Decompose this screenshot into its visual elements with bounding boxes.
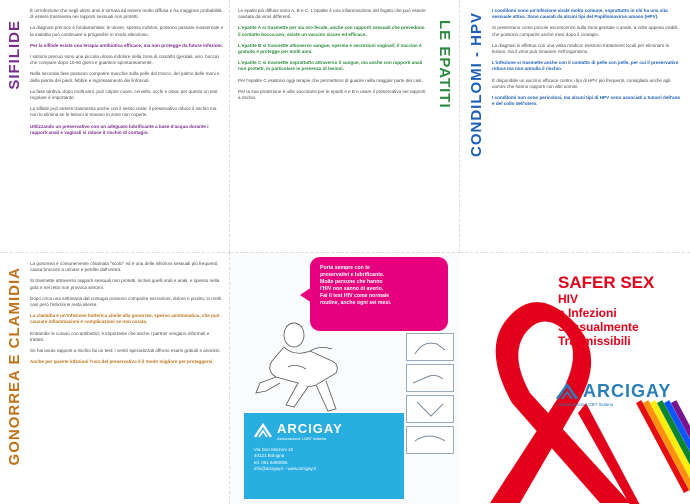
paragraph: È un'infezione che negli ultimi anni è tornata ad essere molto diffusa e ha maggiore probabilità di essere trasmessa nei rapporti sessuali non protetti. <box>30 8 222 20</box>
paragraph: La fase tardiva, dopo molti anni, può colpire cuore, cervello, occhi e ossa; per questo un test regolare è importante. <box>30 88 218 101</box>
paragraph: I sintomi precoci sono una piccola ulcera indolore nella zona di contatto (genitali, ano, bocca) che compare dopo 10-90 giorni e guarisce spontaneamente. <box>30 54 219 66</box>
panel-epatiti <box>230 0 460 252</box>
paragraph: Per l'epatite C esistono oggi terapie che permettono di guarire nella maggior parte dei casi. <box>238 77 423 83</box>
contact-line: info@arcigay.it - www.arcigay.it <box>254 466 316 472</box>
paragraph: Per la sifilide esiste una terapia antibiotica efficace, ma non protegge da future infezioni. <box>30 42 223 48</box>
paragraph: Dopo circa una settimana dal contagio possono comparire secrezioni, dolore e prurito; in molti casi però l'infezione resta silente. <box>30 295 221 308</box>
panel-sifilide <box>0 0 230 252</box>
contact-line: 40121 Bologna <box>254 453 285 459</box>
paragraph: La diagnosi si effettua con una visita medica; esistono trattamenti locali per eliminare le lesioni, ma il virus può rimanere nell'organismo. <box>492 42 670 55</box>
paragraph: I condilomi sono un'infezione virale molto comune, soprattutto in chi ha una vita sessuale attiva. Sono causati da alcuni tipi del Papillomavirus umano (HPV). <box>492 8 668 20</box>
step-panel <box>406 364 454 392</box>
panel-gonorrea <box>0 252 230 504</box>
step-panel <box>406 426 454 454</box>
condom-steps <box>406 333 458 457</box>
bubble-line: l'HIV non sanno di averlo. <box>320 286 384 292</box>
bubble-line: preservativi e lubrificante. <box>320 272 385 278</box>
cover-title-line: HIV <box>558 292 579 306</box>
panel-cover <box>460 252 690 504</box>
cover-logo-name: ARCIGAY <box>583 381 672 401</box>
arcigay-logo-icon <box>556 383 578 401</box>
section-title: SIFILIDE <box>6 20 23 90</box>
paragraph: La gonorrea è comunemente chiamata "scolo" ed è una delle infezioni sessuali più frequenti; causa bruciore a urinare e perdite dall'uretra. <box>30 261 219 273</box>
paragraph: I condilomi non sono pericolosi, ma alcuni tipi di HPV sono associati a tumori dell'ano e del collo dell'utero. <box>492 95 681 107</box>
paragraph: Anche per queste infezioni l'uso del preservativo è il modo migliore per proteggersi. <box>30 359 214 365</box>
paragraph: L'epatite B si trasmette attraverso sangue, sperma e secrezioni vaginali; il vaccino è gratuito e protegge per molti anni. <box>238 42 422 55</box>
cover-title-line: SAFER SEX <box>558 273 655 292</box>
paragraph: Per la sua protezione è utile vaccinarsi per le epatiti A e B e usare il preservativo nei rapporti a rischio. <box>238 88 426 101</box>
step-panel <box>406 333 454 361</box>
contact-line: Via Don Minzoni 18 <box>254 447 293 452</box>
paragraph: Utilizzando un preservativo con un adeguato lubrificante a base d'acqua durante i rapporti anali e vaginali si riduce il rischio di contagio. <box>30 123 209 135</box>
cover-title-line: Trasmissibili <box>558 334 631 348</box>
bubble-line: Molte persone che hanno <box>320 279 383 285</box>
paragraph: La clamidia è un'infezione batterica simile alla gonorrea, spesso asintomatica, che può causare infiammazioni e complicazioni se non curata. <box>30 313 220 325</box>
cover-title <box>558 273 688 348</box>
panel-center <box>230 252 460 504</box>
panel-hpv <box>460 0 690 252</box>
step-panel <box>406 395 454 423</box>
paragraph: L'epatite C si trasmette soprattutto attraverso il sangue, ma anche con rapporti anali non protetti, in particolare in presenza di lesioni. <box>238 60 423 72</box>
message-bubble <box>310 257 448 331</box>
brand-name: ARCIGAY <box>277 421 343 436</box>
bubble-line: Fai il test HIV come normale <box>320 293 390 299</box>
cover-title-line: Sessualmente <box>558 320 639 334</box>
paragraph: L'infezione si trasmette anche con il contatto di pelle con pelle, per cui il preservativo riduce ma non annulla il rischio. <box>492 60 679 72</box>
cover-title-line: e Infezioni <box>558 306 617 320</box>
arcigay-logo-icon <box>254 423 272 439</box>
paragraph: La diagnosi precoce è fondamentale: le ulcere, spesso indolori, possono passare inosservate e la malattia può continuare a progredire in modo silenzioso. <box>30 25 224 37</box>
contact-line: tel. 051 6493055 <box>254 459 288 465</box>
section-text <box>30 8 224 141</box>
cover-logo-subtitle: Associazione LGBT Italiana <box>558 402 614 407</box>
section-title: LE EPATITI <box>436 20 453 109</box>
section-text <box>30 261 224 370</box>
bubble-line: Porta sempre con te <box>320 265 370 271</box>
cover-logo <box>556 381 676 407</box>
paragraph: La sifilide può essere trasmessa anche con il sesso orale; il preservativo riduce il rischio ma non lo elimina se le lesioni si trovano in zone non coperte. <box>30 106 217 118</box>
contact-box <box>244 413 404 499</box>
section-title: CONDILOMI - HPV <box>468 12 485 157</box>
section-text <box>492 8 682 112</box>
paragraph: Si presentano come piccole escrescenze sulla zona genitale o anale, a volte appena visibili, che possono comparire anche mesi dopo il contagio. <box>492 25 679 37</box>
section-title: GONORREA E CLAMIDIA <box>6 267 23 466</box>
brand-row <box>254 421 394 441</box>
bubble-line: routine, anche ogni sei mesi. <box>320 300 392 306</box>
paragraph: Se hai avuto rapporti a rischio fai un test: i centri specializzati offrono esami gratuiti e anonimi. <box>30 348 221 354</box>
cover-brand-row <box>556 381 676 402</box>
paragraph: L'epatite A si trasmette per via oro-fecale, anche con rapporti sessuali che prevedono il contatto bocca-ano; esiste un vaccino sicuro ed efficace. <box>238 25 425 37</box>
paragraph: Si trasmette attraverso rapporti sessuali non protetti, inclusi quelli orali e anali, e spesso nella gola e nel retto non provoca sintomi. <box>30 278 220 290</box>
brand-subtitle: Associazione LGBT Italiana <box>277 436 327 441</box>
paragraph: Le epatiti più diffuse sono A, B e C. L'epatite è una infiammazione del fegato che può essere causata da virus differenti. <box>238 8 426 20</box>
paragraph: Entrambe si curano con antibiotici; è importante che anche i partner vengano informati e trattati. <box>30 330 210 342</box>
paragraph: È disponibile un vaccino efficace contro i tipi di HPV più frequenti, consigliato anche agli uomini che hanno rapporti con altri uomini. <box>492 77 671 89</box>
section-text <box>238 8 428 106</box>
contact-info <box>254 447 394 473</box>
paragraph: Nella seconda fase possono comparire macchie sulla pelle del tronco, del palmo delle mani e della pianta dei piedi, febbre e ingrossamento dei linfonodi. <box>30 71 220 83</box>
